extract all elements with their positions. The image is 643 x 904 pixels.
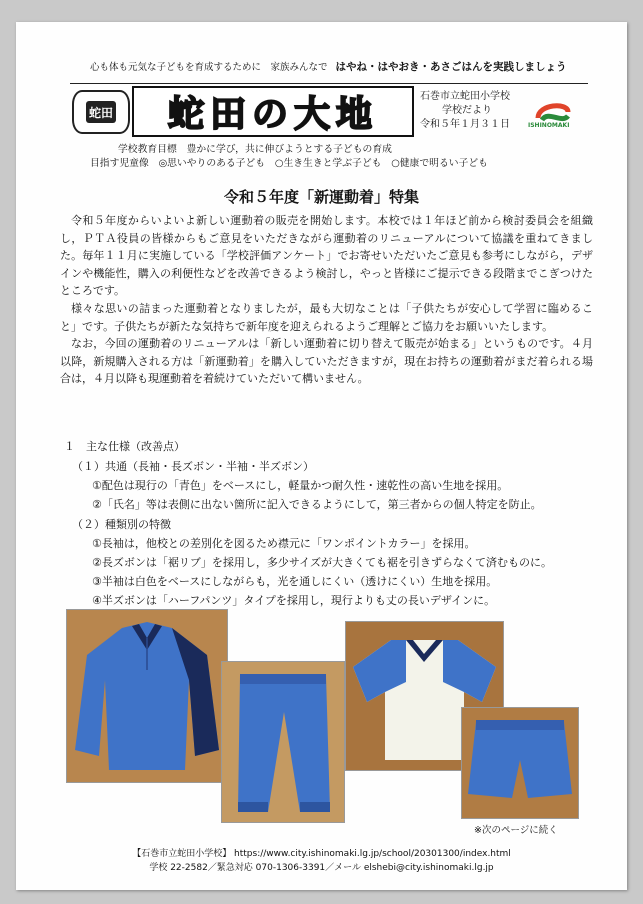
slogan-bold: はやね・はやおき・あさごはんを実践しましょう — [335, 61, 567, 73]
slogan-small: 心も体も元気な子どもを育成するために 家族みんなで — [90, 62, 328, 73]
spec-heading: １ 主な仕様（改善点） — [64, 440, 185, 453]
common-heading: （１）共通（長袖・長ズボン・半袖・半ズボン） — [72, 460, 314, 473]
paragraph: 令和５年度からいよいよ新しい運動着の販売を開始します。本校では１年ほど前から検討委員会を組織し，ＰＴＡ役員の皆様からもご意見をいただきながら運動着のリニューアルについて協議を重ねてきました。毎年１１月に実施している「学校評価アンケート」でお寄せいただいたご意見も参考にしながら，デザインや機能性，購入の利便性などを改善できるよう検討し，やっと皆様にご提示できる段階までこぎつけたところです。 — [60, 214, 593, 298]
city-logo-label: ISHINOMAKI — [528, 122, 570, 129]
school-info — [420, 90, 510, 132]
paragraph: 様々な思いの詰まった運動着となりましたが，最も大切なことは「子供たちが安心して学習に臨めること」です。子供たちが新たな気持ちで新年度を迎えられるようご理解とご協力をお願いいたします。 — [60, 301, 593, 333]
article-body — [60, 212, 593, 388]
footer-url: 【石巻市立蛇田小学校】 https://www.city.ishinomaki.lg.jp/school/20301300/index.html — [132, 849, 511, 859]
article-title: 令和５年度「新運動着」特集 — [223, 188, 419, 206]
school-emblem-text: 蛇田 — [86, 101, 116, 123]
education-goal: 学校教育目標 豊かに学び，共に伸びようとする子どもの育成 — [118, 144, 392, 155]
footer-contact: 学校 22-2582／緊急対応 070-1306-3391／メール elshebi@city.ishinomaki.lg.jp — [149, 863, 494, 873]
common-item: ①配色は現行の「青色」をベースにし，軽量かつ耐久性・速乾性の高い生地を採用。 — [92, 479, 509, 492]
type-item: ①長袖は，他校との差別化を図るため襟元に「ワンポイントカラー」を採用。 — [92, 537, 476, 550]
type-item: ③半袖は白色をベースにしながらも，光を通しにくい（透けにくい）生地を採用。 — [92, 575, 498, 588]
common-item: ②「氏名」等は表側に出ない箇所に記入できるようにして，第三者からの個人特定を防止。 — [92, 498, 542, 511]
newsletter-type: 学校だより — [442, 105, 492, 116]
types-heading: （２）種類別の特徴 — [72, 518, 171, 531]
issue-date: 令和５年１月３１日 — [420, 119, 510, 130]
school-name: 石巻市立蛇田小学校 — [420, 91, 510, 102]
header-divider — [70, 83, 588, 84]
school-emblem — [72, 90, 130, 134]
type-item: ②長ズボンは「裾リブ」を採用し，多少サイズが大きくても裾を引きずらなくて済むものに。 — [92, 556, 552, 569]
ideal-student: 目指す児童像 ◎思いやりのある子ども ○生き生きと学ぶ子ども ○健康で明るい子ども — [90, 158, 488, 169]
long-sleeve-photo — [66, 609, 228, 783]
newsletter-title: 蛇田の大地 — [132, 86, 414, 137]
type-item: ④半ズボンは「ハーフパンツ」タイプを採用し，現行よりも丈の長いデザインに。 — [92, 594, 496, 607]
paragraph: なお，今回の運動着のリニューアルは「新しい運動着に切り替えて販売が始まる」というものです。４月以降，新規購入される方は「新運動着」を購入していただきますが，現在お持ちの運動着がまだ着られる場合は，４月以降も現運動着を着続けていただいて構いません。 — [60, 337, 593, 386]
next-page-note: ※次のページに続く — [474, 825, 558, 836]
slogan — [90, 59, 567, 74]
short-pants-photo — [461, 707, 579, 819]
long-pants-photo — [221, 661, 345, 823]
